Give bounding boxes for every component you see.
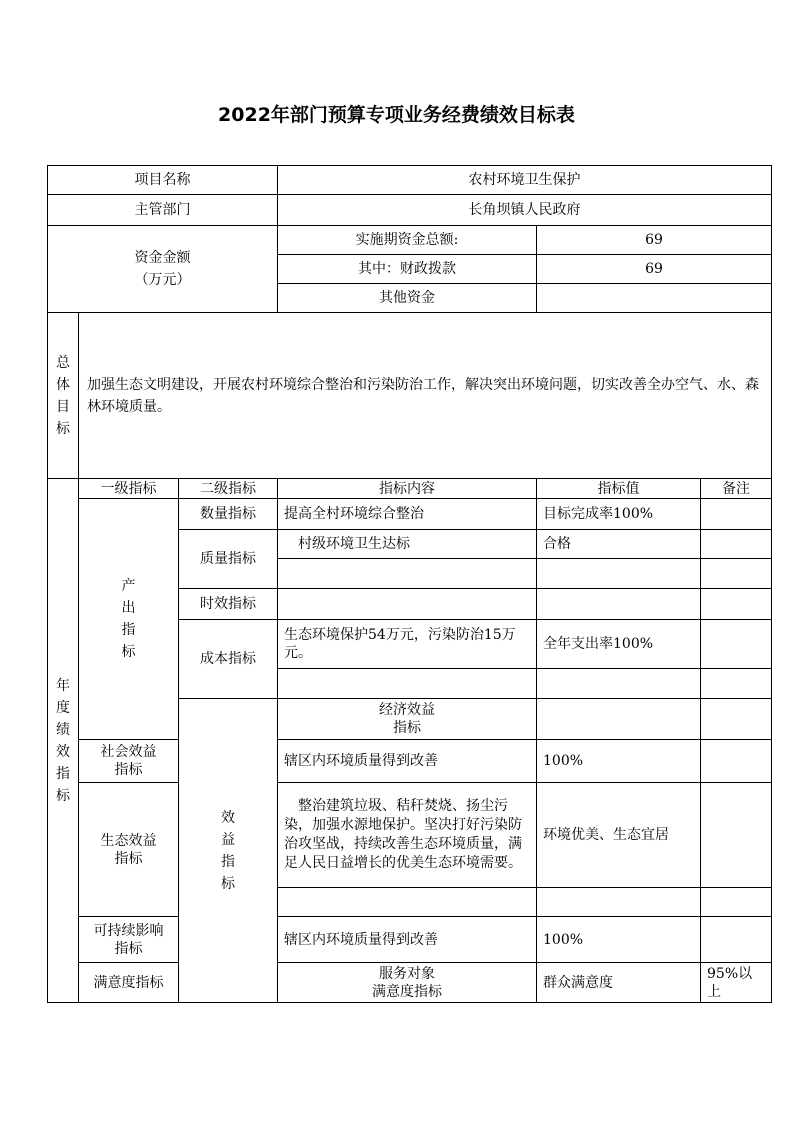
service-content: 群众满意度 (537, 963, 701, 1003)
cost-value: 全年支出率100% (537, 620, 701, 669)
quantity-content: 提高全村环境综合整治 (278, 499, 537, 530)
timeliness-note (701, 589, 772, 620)
project-name-value: 农村环境卫生保护 (278, 166, 772, 195)
overall-goal-text: 加强生态文明建设，开展农村环境综合整治和污染防治工作，解决突出环境问题，切实改善全办空气、水、森林环境质量。 (79, 313, 772, 479)
funds-other-label: 其他资金 (278, 284, 537, 313)
annual-indicators-label: 年 度 绩 效 指 标 (48, 479, 79, 1003)
quantity-note (701, 499, 772, 530)
social-content: 辖区内环境质量得到改善 (278, 740, 537, 783)
cost-content: 生态环境保护54万元，污染防治15万元。 (278, 620, 537, 669)
ecological-note-extra (701, 888, 772, 917)
funds-fiscal-value: 69 (537, 255, 772, 284)
overall-goal-label: 总 体 目 标 (48, 313, 79, 479)
header-level2: 二级指标 (179, 479, 278, 499)
header-content: 指标内容 (278, 479, 537, 499)
funds-total-value: 69 (537, 226, 772, 255)
timeliness-label: 时效指标 (179, 589, 278, 620)
header-value: 指标值 (537, 479, 701, 499)
funds-other-value (537, 284, 772, 313)
cost-value-extra (537, 669, 701, 699)
ecological-content: 整治建筑垃圾、秸秆焚烧、扬尘污染，加强水源地保护。坚决打好污染防治攻坚战，持续改善生态环境质量，满足人民日益增长的优美生态环境需要。 (278, 783, 537, 888)
quantity-label: 数量指标 (179, 499, 278, 530)
quality-note (701, 530, 772, 559)
funds-total-label: 实施期资金总额: (278, 226, 537, 255)
quality-note-extra (701, 559, 772, 589)
department-label: 主管部门 (48, 195, 278, 226)
cost-content-extra (278, 669, 537, 699)
quality-content-extra (278, 559, 537, 589)
ecological-value-extra (537, 888, 701, 917)
sustainable-label: 可持续影响 指标 (79, 917, 179, 963)
quality-label: 质量指标 (179, 530, 278, 589)
benefit-indicators-label: 效 益 指 标 (179, 699, 278, 1003)
funds-fiscal-label: 其中：财政拨款 (278, 255, 537, 284)
performance-table (47, 165, 772, 1003)
ecological-note (701, 783, 772, 888)
cost-note-extra (701, 669, 772, 699)
satisfaction-indicators-label: 满意度指标 (79, 963, 179, 1003)
department-value: 长角坝镇人民政府 (278, 195, 772, 226)
timeliness-value (537, 589, 701, 620)
sustainable-content: 辖区内环境质量得到改善 (278, 917, 537, 963)
social-label: 社会效益 指标 (79, 740, 179, 783)
sustainable-value: 100% (537, 917, 701, 963)
service-label: 服务对象 满意度指标 (278, 963, 537, 1003)
project-name-label: 项目名称 (48, 166, 278, 195)
header-level1: 一级指标 (79, 479, 179, 499)
timeliness-content (278, 589, 537, 620)
quantity-value: 目标完成率100% (537, 499, 701, 530)
header-note: 备注 (701, 479, 772, 499)
sustainable-note (701, 917, 772, 963)
quality-content: 村级环境卫生达标 (278, 530, 537, 559)
cost-note (701, 620, 772, 669)
quality-value-extra (537, 559, 701, 589)
output-indicators-label: 产 出 指 标 (79, 499, 179, 740)
service-value: 95%以上 (701, 963, 772, 1003)
quality-value: 合格 (537, 530, 701, 559)
social-note (701, 740, 772, 783)
economic-label: 经济效益 指标 (278, 699, 537, 740)
economic-content (537, 699, 701, 740)
ecological-value: 环境优美、生态宜居 (537, 783, 701, 888)
cost-label: 成本指标 (179, 620, 278, 699)
ecological-content-extra (278, 888, 537, 917)
ecological-label: 生态效益 指标 (79, 783, 179, 917)
economic-value (701, 699, 772, 740)
page-title: 2022年部门预算专项业务经费绩效目标表 (218, 104, 575, 126)
social-value: 100% (537, 740, 701, 783)
funds-label: 资金金额 （万元） (48, 226, 278, 313)
